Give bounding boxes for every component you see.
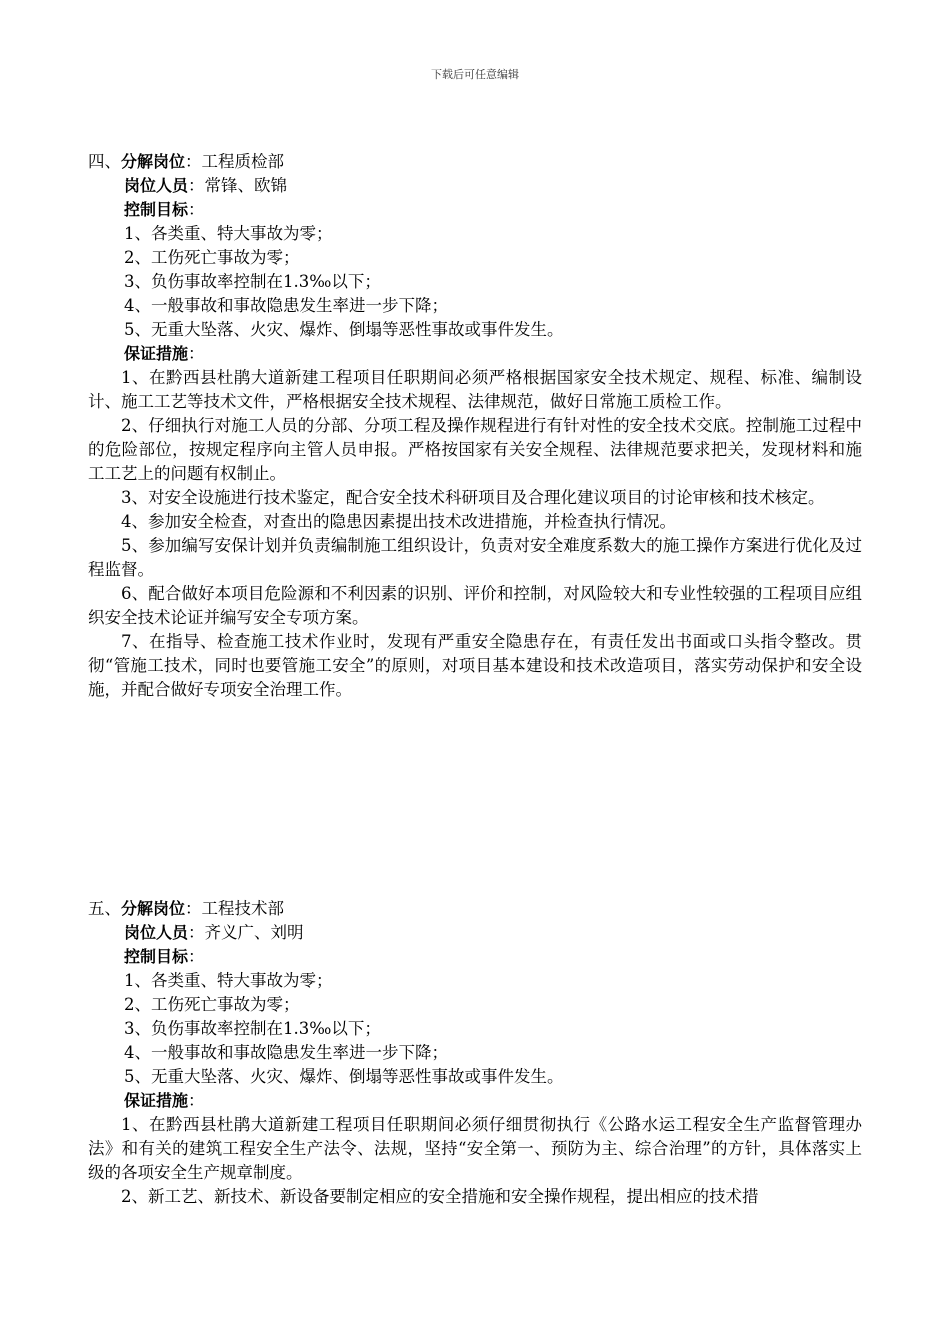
page-header: 下载后可任意编辑 (431, 68, 519, 81)
measure-paragraph: 7、在指导、检查施工技术作业时，发现有严重安全隐患存在，有责任发出书面或口头指令整改。贯彻“管施工技术，同时也要管施工安全”的原则，对项目基本建设和技术改造项目，落实劳动保护和安全设施，并配合做好专项安全治理工作。 (88, 632, 862, 699)
measures-label: 保证措施 (124, 344, 189, 363)
goals-colon: ： (188, 200, 205, 219)
goal-item: 4、一般事故和事故隐患发生率进一步下降； (124, 296, 448, 315)
goals-colon: ： (188, 947, 205, 966)
section-number: 五、 (88, 899, 121, 918)
goal-item: 1、各类重、特大事故为零； (124, 224, 333, 243)
goal-item: 5、无重大坠落、火灾、爆炸、倒塌等恶性事故或事件发生。 (124, 1067, 564, 1086)
post-value: ：工程技术部 (185, 899, 285, 918)
measures-heading (88, 342, 862, 366)
section-engineering-technology (88, 897, 862, 1209)
staff-label: 岗位人员 (124, 923, 189, 942)
measure-paragraph: 6、配合做好本项目危险源和不利因素的识别、评价和控制，对风险较大和专业性较强的工程项目应组织安全技术论证并编写安全专项方案。 (88, 584, 862, 627)
goal-item: 1、各类重、特大事故为零； (124, 971, 333, 990)
staff-line (88, 174, 862, 198)
goal-item: 3、负伤事故率控制在1.3‰以下； (124, 272, 381, 291)
measure-paragraph: 2、新工艺、新技术、新设备要制定相应的安全措施和安全操作规程，提出相应的技术措 (121, 1187, 759, 1206)
measure-paragraph: 1、在黔西县杜鹃大道新建工程项目任职期间必须仔细贯彻执行《公路水运工程安全生产监督管理办法》和有关的建筑工程安全生产法令、法规，坚持“安全第一、预防为主、综合治理”的方针，具体落实上级的各项安全生产规章制度。 (88, 1115, 862, 1182)
goal-item: 5、无重大坠落、火灾、爆炸、倒塌等恶性事故或事件发生。 (124, 320, 564, 339)
goals-heading (88, 198, 862, 222)
measures-colon: ： (188, 344, 205, 363)
measures-heading (88, 1089, 862, 1113)
measure-paragraph: 3、对安全设施进行技术鉴定，配合安全技术科研项目及合理化建议项目的讨论审核和技术核定。 (121, 488, 825, 507)
measure-paragraph: 2、仔细执行对施工人员的分部、分项工程及操作规程进行有针对性的安全技术交底。控制施工过程中的危险部位，按规定程序向主管人员申报。严格按国家有关安全规程、法律规范要求把关，发现材料和施工工艺上的问题有权制止。 (88, 416, 862, 483)
post-line (88, 897, 862, 921)
goal-item: 4、一般事故和事故隐患发生率进一步下降； (124, 1043, 448, 1062)
goals-label: 控制目标 (124, 200, 189, 219)
measures-label: 保证措施 (124, 1091, 189, 1110)
staff-line (88, 921, 862, 945)
measures-colon: ： (188, 1091, 205, 1110)
post-label: 分解岗位 (121, 152, 186, 171)
staff-value: ：齐义广、刘明 (188, 923, 304, 942)
staff-value: ：常锋、欧锦 (188, 176, 288, 195)
measure-paragraph: 1、在黔西县杜鹃大道新建工程项目任职期间必须严格根据国家安全技术规定、规程、标准、编制设计、施工工艺等技术文件，严格根据安全技术规程、法律规范，做好日常施工质检工作。 (88, 368, 862, 411)
measure-paragraph: 4、参加安全检查，对查出的隐患因素提出技术改进措施，并检查执行情况。 (121, 512, 676, 531)
goal-item: 3、负伤事故率控制在1.3‰以下； (124, 1019, 381, 1038)
goals-heading (88, 945, 862, 969)
post-value: ：工程质检部 (185, 152, 285, 171)
section-number: 四、 (88, 152, 121, 171)
section-quality-inspection (88, 150, 862, 702)
post-label: 分解岗位 (121, 899, 186, 918)
goal-item: 2、工伤死亡事故为零； (124, 248, 300, 267)
goal-item: 2、工伤死亡事故为零； (124, 995, 300, 1014)
measure-paragraph: 5、参加编写安保计划并负责编制施工组织设计，负责对安全难度系数大的施工操作方案进行优化及过程监督。 (88, 536, 862, 579)
post-line (88, 150, 862, 174)
staff-label: 岗位人员 (124, 176, 189, 195)
goals-label: 控制目标 (124, 947, 189, 966)
